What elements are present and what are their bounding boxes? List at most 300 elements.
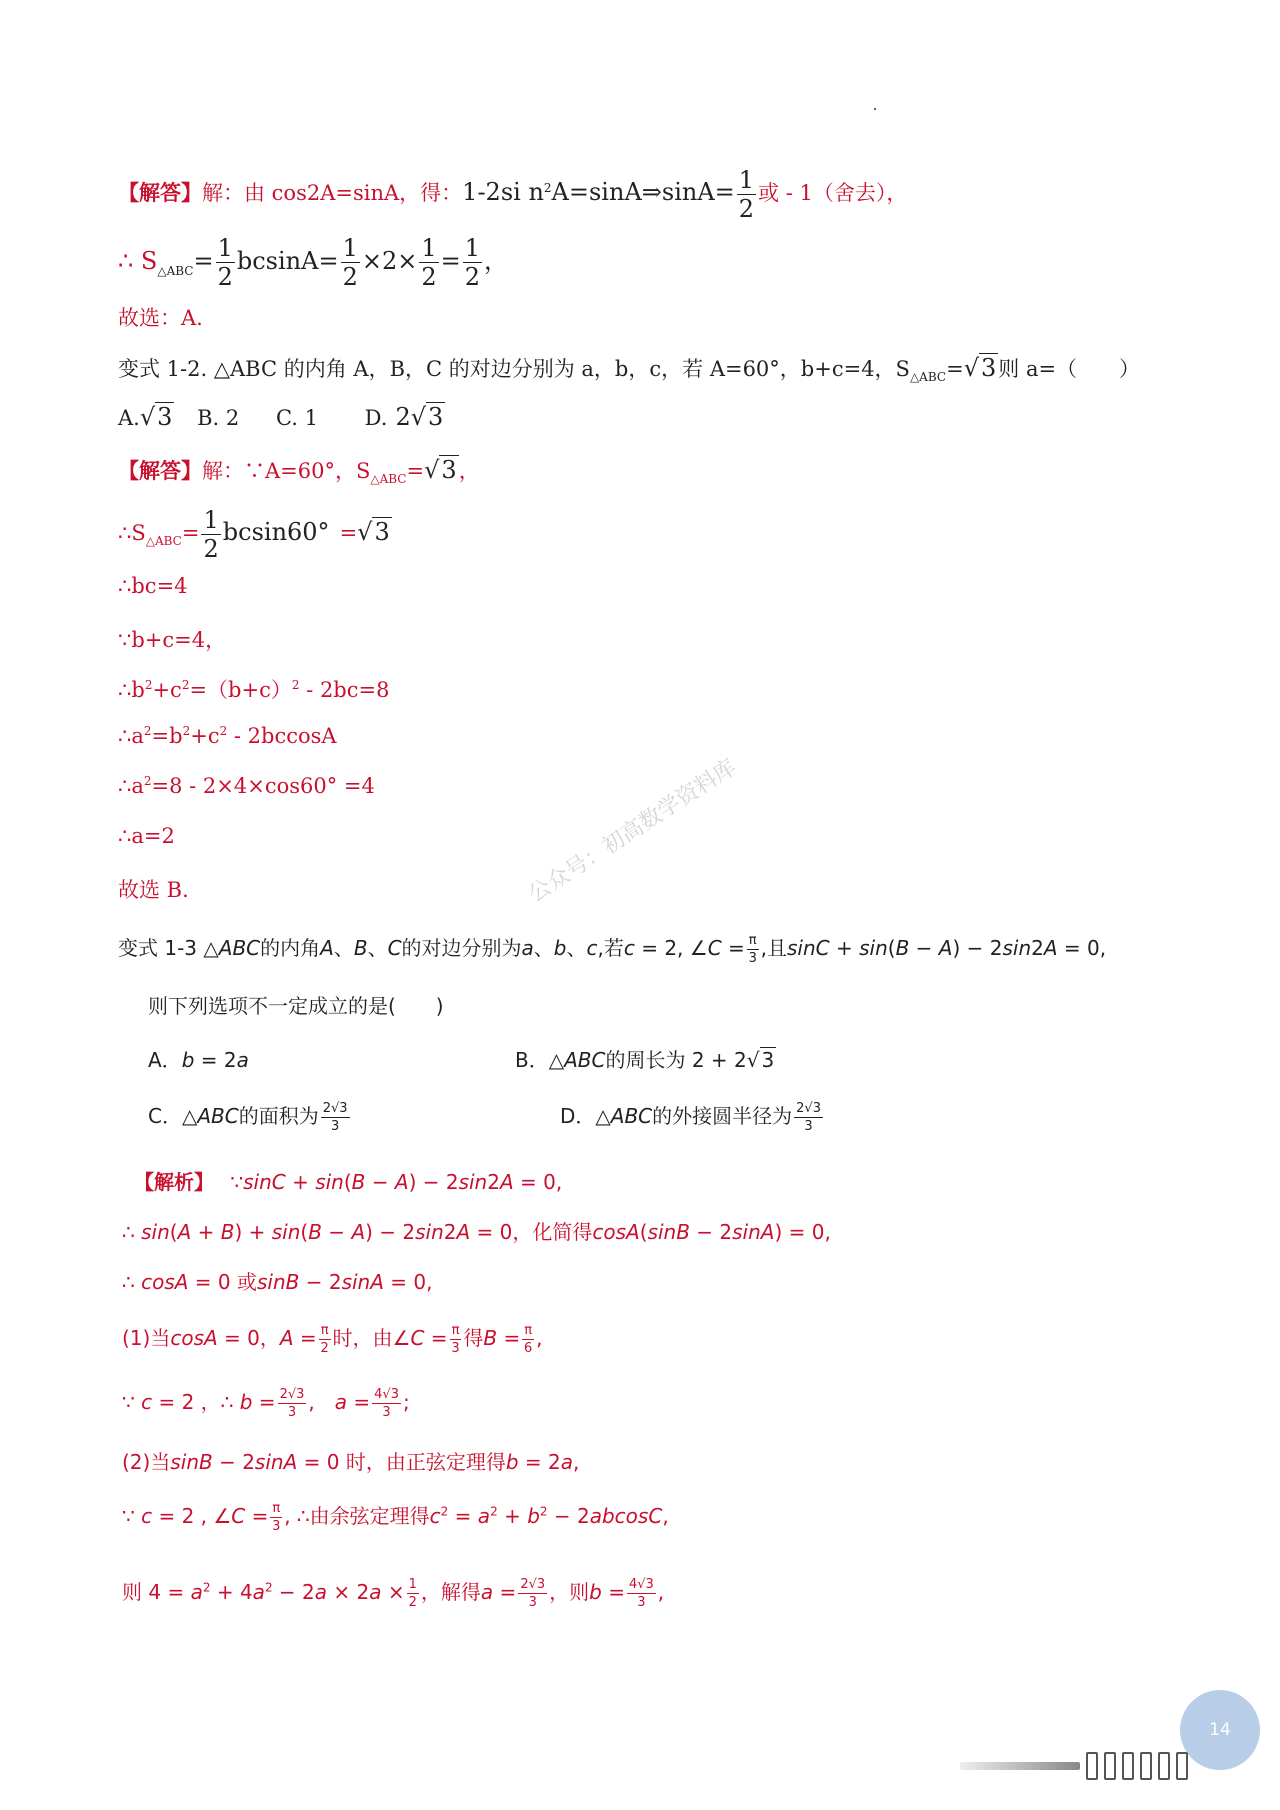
scan-bar [960, 1762, 1080, 1770]
text: × 2 [327, 1580, 370, 1604]
fraction [319, 1324, 331, 1355]
step7: ∴a=2 [118, 824, 175, 848]
numerator: 2√3 [796, 1101, 821, 1116]
text: B [353, 936, 368, 960]
text: cosA [170, 1326, 218, 1350]
text: sinC [786, 936, 830, 960]
analysis-line [134, 1166, 562, 1195]
text: A [938, 936, 953, 960]
text: A [351, 1220, 366, 1244]
text: 则 4 = [122, 1580, 191, 1604]
text: 的内角 [260, 936, 321, 960]
text: , [657, 1580, 665, 1604]
text: = [406, 459, 425, 483]
text: 的面积为 [238, 1104, 319, 1128]
text: = [601, 1580, 625, 1604]
text: b [589, 1580, 602, 1604]
text: A [279, 1326, 294, 1350]
text: ) − 2 [408, 1170, 459, 1194]
text: a [314, 1580, 328, 1604]
subscript: △ABC [145, 534, 182, 549]
numerator: 4√3 [628, 1577, 654, 1592]
text: =（b+c） [189, 678, 292, 702]
fraction [278, 1388, 307, 1419]
text: C [387, 936, 402, 960]
denominator: 3 [748, 951, 757, 966]
fraction [321, 1102, 350, 1133]
text: ABC [197, 1104, 239, 1128]
text: B [895, 936, 910, 960]
fraction [463, 236, 482, 289]
fraction [747, 934, 759, 965]
text: ,若 [597, 936, 624, 960]
denominator: 3 [528, 1595, 537, 1610]
subscript: △ABC [370, 472, 407, 487]
text: A=sinA⇒sinA= [551, 178, 735, 206]
text: + [829, 936, 860, 960]
text: = 2 , ∠ [152, 1504, 232, 1528]
text: b [527, 1504, 540, 1528]
option-b: B. 2 [197, 406, 240, 430]
text: a [369, 1580, 382, 1604]
text: B．△ [515, 1048, 565, 1072]
text: - 2bc=8 [299, 678, 390, 702]
text: a [252, 1580, 265, 1604]
text: = 0， [217, 1326, 280, 1350]
text: 2 [487, 1170, 500, 1194]
text: a [477, 1504, 491, 1528]
text: sin [415, 1220, 444, 1244]
text: b [181, 1048, 195, 1072]
text: = 2 [194, 1048, 237, 1072]
option-c: C. 1 [275, 406, 318, 430]
numerator: 1 [408, 1577, 417, 1592]
scan-mark [1140, 1752, 1152, 1780]
answer1-line [118, 168, 907, 221]
subscript: △ABC [157, 263, 194, 278]
step4 [118, 674, 389, 704]
radicand: 3 [761, 1048, 775, 1072]
text: 变式 1-2. △ABC 的内角 A，B，C 的对边分别为 a，b，c，若 A=60°，b+c=4，S [118, 357, 910, 381]
text: = 0 或 [188, 1270, 257, 1294]
text: cosA [141, 1270, 189, 1294]
text: b [505, 1450, 519, 1474]
option-d: D. [364, 406, 388, 430]
choice2: 故选 B. [118, 878, 189, 902]
sqrt: √3 [357, 518, 390, 546]
superscript: 2 [543, 181, 552, 195]
text: A [177, 1220, 192, 1244]
text: 2 [1031, 936, 1044, 960]
numerator: π [272, 1501, 281, 1516]
text: bcsinA= [236, 247, 339, 275]
radicand: 3 [157, 403, 173, 431]
superscript: 2 [181, 678, 190, 692]
text: abcosC [589, 1504, 663, 1528]
text: ，解得 [420, 1580, 481, 1604]
text: A [320, 936, 334, 960]
analysis-line4 [122, 1322, 542, 1355]
text: ( [343, 1170, 352, 1194]
text: , [573, 1450, 580, 1474]
superscript: 2 [143, 774, 152, 788]
text: A． [148, 1048, 182, 1072]
text: B [308, 1220, 322, 1244]
text: = [721, 936, 745, 960]
superscript: 2 [182, 724, 191, 738]
text: sin [859, 936, 888, 960]
text: − [909, 936, 939, 960]
denominator: 3 [637, 1595, 646, 1610]
text: sin [271, 1220, 301, 1244]
text: = [252, 1390, 276, 1414]
fraction [522, 1324, 534, 1355]
option13-b [515, 1044, 776, 1073]
text: ∴a [118, 774, 144, 798]
numerator: π [451, 1323, 460, 1338]
numerator: π [320, 1323, 329, 1338]
text: 、 [333, 936, 354, 960]
text: − 2 [272, 1580, 315, 1604]
text: b [553, 936, 567, 960]
text: a [560, 1450, 573, 1474]
text: + [285, 1170, 316, 1194]
scan-mark [1122, 1752, 1134, 1780]
analysis-tag: 【解析】 [134, 1170, 214, 1194]
option-a: A. [118, 406, 140, 430]
text: − [321, 1220, 352, 1244]
superscript: 2 [539, 1504, 548, 1519]
denominator: 2 [421, 263, 437, 291]
text: (2)当 [122, 1450, 171, 1474]
text: ， [458, 459, 480, 483]
text: ) + [234, 1220, 272, 1244]
text: + 4 [210, 1580, 253, 1604]
text: c [586, 936, 598, 960]
superscript: 2 [202, 1580, 211, 1595]
fraction [216, 236, 235, 289]
text: ∵ [122, 1504, 142, 1528]
denominator: 2 [738, 195, 755, 223]
text: + [191, 1220, 221, 1244]
fraction [419, 236, 438, 289]
text: c [141, 1390, 153, 1414]
text: ∵ [230, 1170, 244, 1194]
text: (1)当 [122, 1326, 171, 1350]
text: sin [141, 1220, 170, 1244]
step1-line [118, 508, 392, 561]
numerator: 1 [464, 234, 481, 262]
text: ∵ [122, 1390, 142, 1414]
text: = 0, [383, 1270, 433, 1294]
text: ×2× [361, 247, 418, 275]
denominator: 6 [524, 1341, 533, 1356]
text: = [193, 247, 214, 275]
text: sin [1002, 936, 1032, 960]
text: +c [152, 678, 182, 702]
text: A [499, 1170, 514, 1194]
text: = [497, 1326, 521, 1350]
text: − 2 [299, 1270, 342, 1294]
denominator: 3 [272, 1519, 281, 1534]
text: ∴a [118, 724, 144, 748]
text: = [293, 1326, 317, 1350]
answer-tag: 【解答】 [118, 180, 202, 205]
numerator: 1 [421, 234, 437, 262]
numerator: π [748, 933, 757, 948]
sqrt: √3 [139, 403, 173, 431]
text: sinB [647, 1220, 690, 1244]
sqrt: √3 [410, 403, 444, 431]
text: = [448, 1504, 478, 1528]
text: = [339, 521, 358, 545]
denominator: 2 [203, 535, 219, 563]
text: A [394, 1170, 409, 1194]
analysis-line8 [122, 1576, 664, 1609]
numerator: 1 [203, 506, 219, 534]
superscript: 2 [143, 724, 152, 738]
denominator: 3 [331, 1119, 340, 1134]
text: = [440, 247, 461, 275]
text: , [662, 1504, 669, 1528]
text: = [181, 521, 200, 545]
analysis-line6 [122, 1446, 579, 1475]
denominator: 2 [217, 263, 233, 291]
text: c [141, 1504, 153, 1528]
text: B [220, 1220, 235, 1244]
text: sin [315, 1170, 344, 1194]
text: sinA [341, 1270, 384, 1294]
text: = 0, [513, 1170, 563, 1194]
text: bcsin60° [222, 518, 330, 546]
sqrt: √ 3 [746, 1048, 775, 1072]
text: sinA [254, 1450, 298, 1474]
fraction [737, 168, 756, 221]
fraction [201, 508, 220, 561]
text: + [497, 1504, 528, 1528]
fraction [341, 236, 360, 289]
text: a [236, 1048, 249, 1072]
superscript: 2 [264, 1580, 273, 1595]
text: c [429, 1504, 441, 1528]
text: ABC [564, 1048, 606, 1072]
denominator: 2 [408, 1595, 417, 1610]
text: = [245, 1504, 269, 1528]
text: , [308, 1390, 335, 1414]
variant13-line [118, 932, 1106, 965]
numerator: 2√3 [520, 1577, 546, 1592]
text: A [456, 1220, 471, 1244]
superscript: 2 [440, 1504, 449, 1519]
text: ( [169, 1220, 178, 1244]
text: 的外接圆半径为 [652, 1104, 793, 1128]
fraction [270, 1502, 282, 1533]
text: 1-2si n [462, 178, 544, 206]
text: 2 [395, 403, 411, 431]
speck [874, 108, 876, 110]
text: = 2 [518, 1450, 561, 1474]
text: , [536, 1326, 543, 1350]
text: − 2 [689, 1220, 733, 1244]
text: ( [639, 1220, 648, 1244]
sqrt: √3 [424, 456, 457, 484]
text: ∴ [122, 1270, 142, 1294]
fraction [372, 1388, 401, 1419]
text: = 2, ∠ [634, 936, 708, 960]
numerator: π [524, 1323, 533, 1338]
text: 的周长为 2 + 2 [605, 1048, 747, 1072]
text: D．△ [560, 1104, 611, 1128]
text: ( [887, 936, 896, 960]
superscript: 2 [144, 678, 153, 692]
text: a [521, 936, 534, 960]
text: ) = 0, [774, 1220, 831, 1244]
text: 的对边分别为 [401, 936, 522, 960]
text: C．△ [148, 1104, 198, 1128]
text: 解：由 cos2A=sinA，得： [202, 181, 463, 205]
radicand: 3 [374, 518, 390, 546]
area1-line [118, 236, 508, 289]
text: 时，由∠ [332, 1326, 411, 1350]
text: sinB [257, 1270, 300, 1294]
step5 [118, 724, 337, 748]
text: = [424, 1326, 448, 1350]
text: 、 [566, 936, 587, 960]
numerator: 4√3 [374, 1387, 399, 1402]
text: , ∴由余弦定理得 [284, 1504, 430, 1528]
text: ∴ [122, 1220, 142, 1244]
fraction [450, 1324, 462, 1355]
text: = 0，化简得 [470, 1220, 593, 1244]
text: = [946, 357, 964, 381]
denominator: 2 [320, 1341, 329, 1356]
analysis-line7 [122, 1500, 669, 1533]
watermark: 公众号：初高数学资料库 [524, 754, 741, 908]
step3: ∵b+c=4， [118, 628, 227, 652]
fraction [407, 1578, 419, 1609]
text: B [351, 1170, 366, 1194]
text: ) − 2 [365, 1220, 416, 1244]
scan-mark [1104, 1752, 1116, 1780]
analysis-line5 [122, 1386, 410, 1419]
text: 得 [463, 1326, 484, 1350]
radicand: 3 [980, 354, 997, 382]
text: = [347, 1390, 371, 1414]
numerator: 1 [217, 234, 233, 262]
options12-line [118, 403, 445, 431]
text: ∴S [118, 521, 146, 545]
denominator: 3 [451, 1341, 460, 1356]
text: 2 [443, 1220, 457, 1244]
text: = 0 时，由正弦定理得 [297, 1450, 506, 1474]
text: =8 - 2×4×cos60° =4 [151, 774, 375, 798]
text: 或 - 1（舍去）， [758, 181, 908, 205]
text: cosA [592, 1220, 640, 1244]
question13: 则下列选项不一定成立的是( ) [148, 994, 444, 1018]
option13-d [560, 1100, 825, 1133]
numerator: 1 [738, 166, 755, 194]
text: sinB [170, 1450, 213, 1474]
fraction [518, 1578, 547, 1609]
text: b [239, 1390, 253, 1414]
sqrt: √3 [963, 354, 997, 382]
denominator: 3 [287, 1405, 297, 1420]
text: ,且 [760, 936, 787, 960]
text: = [493, 1580, 517, 1604]
text: ∴ S [118, 247, 158, 275]
scan-mark [1176, 1752, 1188, 1780]
text: − 2 [547, 1504, 590, 1528]
analysis-line3 [122, 1266, 432, 1295]
step2: ∴bc=4 [118, 574, 188, 598]
text: =b [151, 724, 183, 748]
text: × [381, 1580, 405, 1604]
text: sinA [732, 1220, 775, 1244]
superscript: 2 [291, 678, 300, 692]
denominator: 2 [342, 263, 358, 291]
text: 则 a=（ ） [998, 357, 1141, 381]
text: ; [402, 1390, 410, 1414]
text: − 2 [212, 1450, 255, 1474]
option13-c [148, 1100, 352, 1133]
denominator: 2 [464, 263, 481, 291]
text: − [365, 1170, 395, 1194]
superscript: 2 [219, 724, 228, 738]
text: C [410, 1326, 425, 1350]
scan-mark [1086, 1752, 1098, 1780]
option13-a [148, 1044, 249, 1073]
text: a [190, 1580, 203, 1604]
numerator: 2√3 [322, 1101, 348, 1116]
text: ， [484, 247, 509, 275]
answer-tag: 【解答】 [118, 458, 202, 483]
text: C [707, 936, 722, 960]
text: ( [300, 1220, 309, 1244]
page-number: 14 [1180, 1690, 1260, 1770]
numerator: 1 [342, 234, 358, 262]
step6 [118, 774, 375, 798]
text: 、 [367, 936, 388, 960]
text: C [231, 1504, 246, 1528]
analysis-line2 [122, 1216, 831, 1245]
text: sin [458, 1170, 488, 1194]
text: ABC [610, 1104, 653, 1128]
denominator: 3 [804, 1119, 813, 1134]
text: a [334, 1390, 348, 1414]
text: A [1043, 936, 1058, 960]
text: ，则 [549, 1580, 590, 1604]
radicand: 3 [441, 456, 457, 484]
text: +c [190, 724, 220, 748]
scanner-decoration [960, 1752, 1260, 1780]
radicand: 3 [428, 403, 444, 431]
text: = 0, [1057, 936, 1107, 960]
sol12-line [118, 455, 480, 486]
text: = 2 ，∴ [152, 1390, 240, 1414]
text: c [623, 936, 635, 960]
scan-mark [1158, 1752, 1170, 1780]
text: a [480, 1580, 494, 1604]
fraction [627, 1578, 656, 1609]
text: sinC [243, 1170, 286, 1194]
text: 变式 1-3 △ [118, 936, 219, 960]
denominator: 3 [382, 1405, 391, 1420]
subscript: △ABC [909, 370, 947, 385]
variant12-line [118, 353, 1140, 384]
text: ∴b [118, 678, 145, 702]
text: ) − 2 [952, 936, 1003, 960]
text: B [483, 1326, 498, 1350]
